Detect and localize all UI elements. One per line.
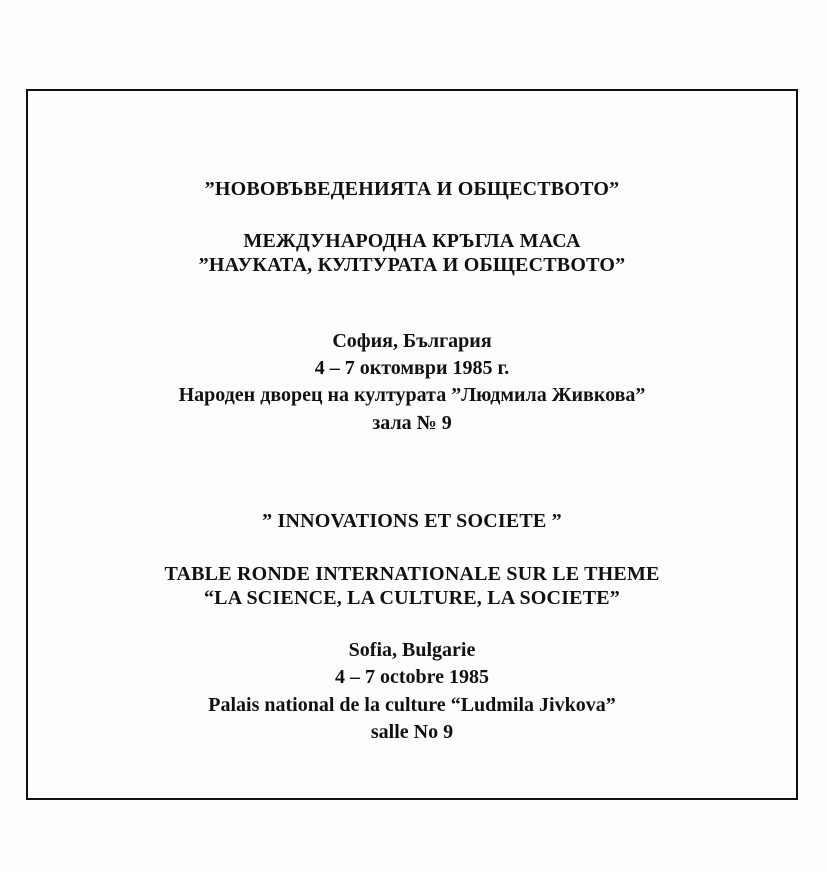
fr-theme-title: ” INNOVATIONS ET SOCIETE ” — [262, 510, 562, 532]
bg-city: София, България — [332, 330, 492, 352]
fr-venue: Palais national de la culture “Ludmila Jivkova” — [208, 694, 616, 716]
bg-theme-title: ”НОВОВЪВЕДЕНИЯТА И ОБЩЕСТВОТО” — [204, 178, 620, 200]
bg-event-line-1: МЕЖДУНАРОДНА КРЪГЛА МАСА — [243, 230, 581, 252]
fr-hall: salle No 9 — [370, 721, 454, 743]
bg-hall: зала № 9 — [372, 412, 452, 434]
fr-dates: 4 – 7 octobre 1985 — [334, 666, 490, 688]
bg-dates: 4 – 7 октомври 1985 г. — [314, 357, 510, 379]
fr-city: Sofia, Bulgarie — [348, 639, 476, 661]
fr-event-line-2: “LA SCIENCE, LA CULTURE, LA SOCIETE” — [203, 587, 621, 609]
page-frame — [26, 89, 798, 800]
fr-event-line-1: TABLE RONDE INTERNATIONALE SUR LE THEME — [164, 563, 660, 585]
bg-venue: Народен дворец на културата ”Людмила Живкова” — [178, 384, 646, 406]
bg-event-line-2: ”НАУКАТА, КУЛТУРАТА И ОБЩЕСТВОТО” — [198, 254, 626, 276]
